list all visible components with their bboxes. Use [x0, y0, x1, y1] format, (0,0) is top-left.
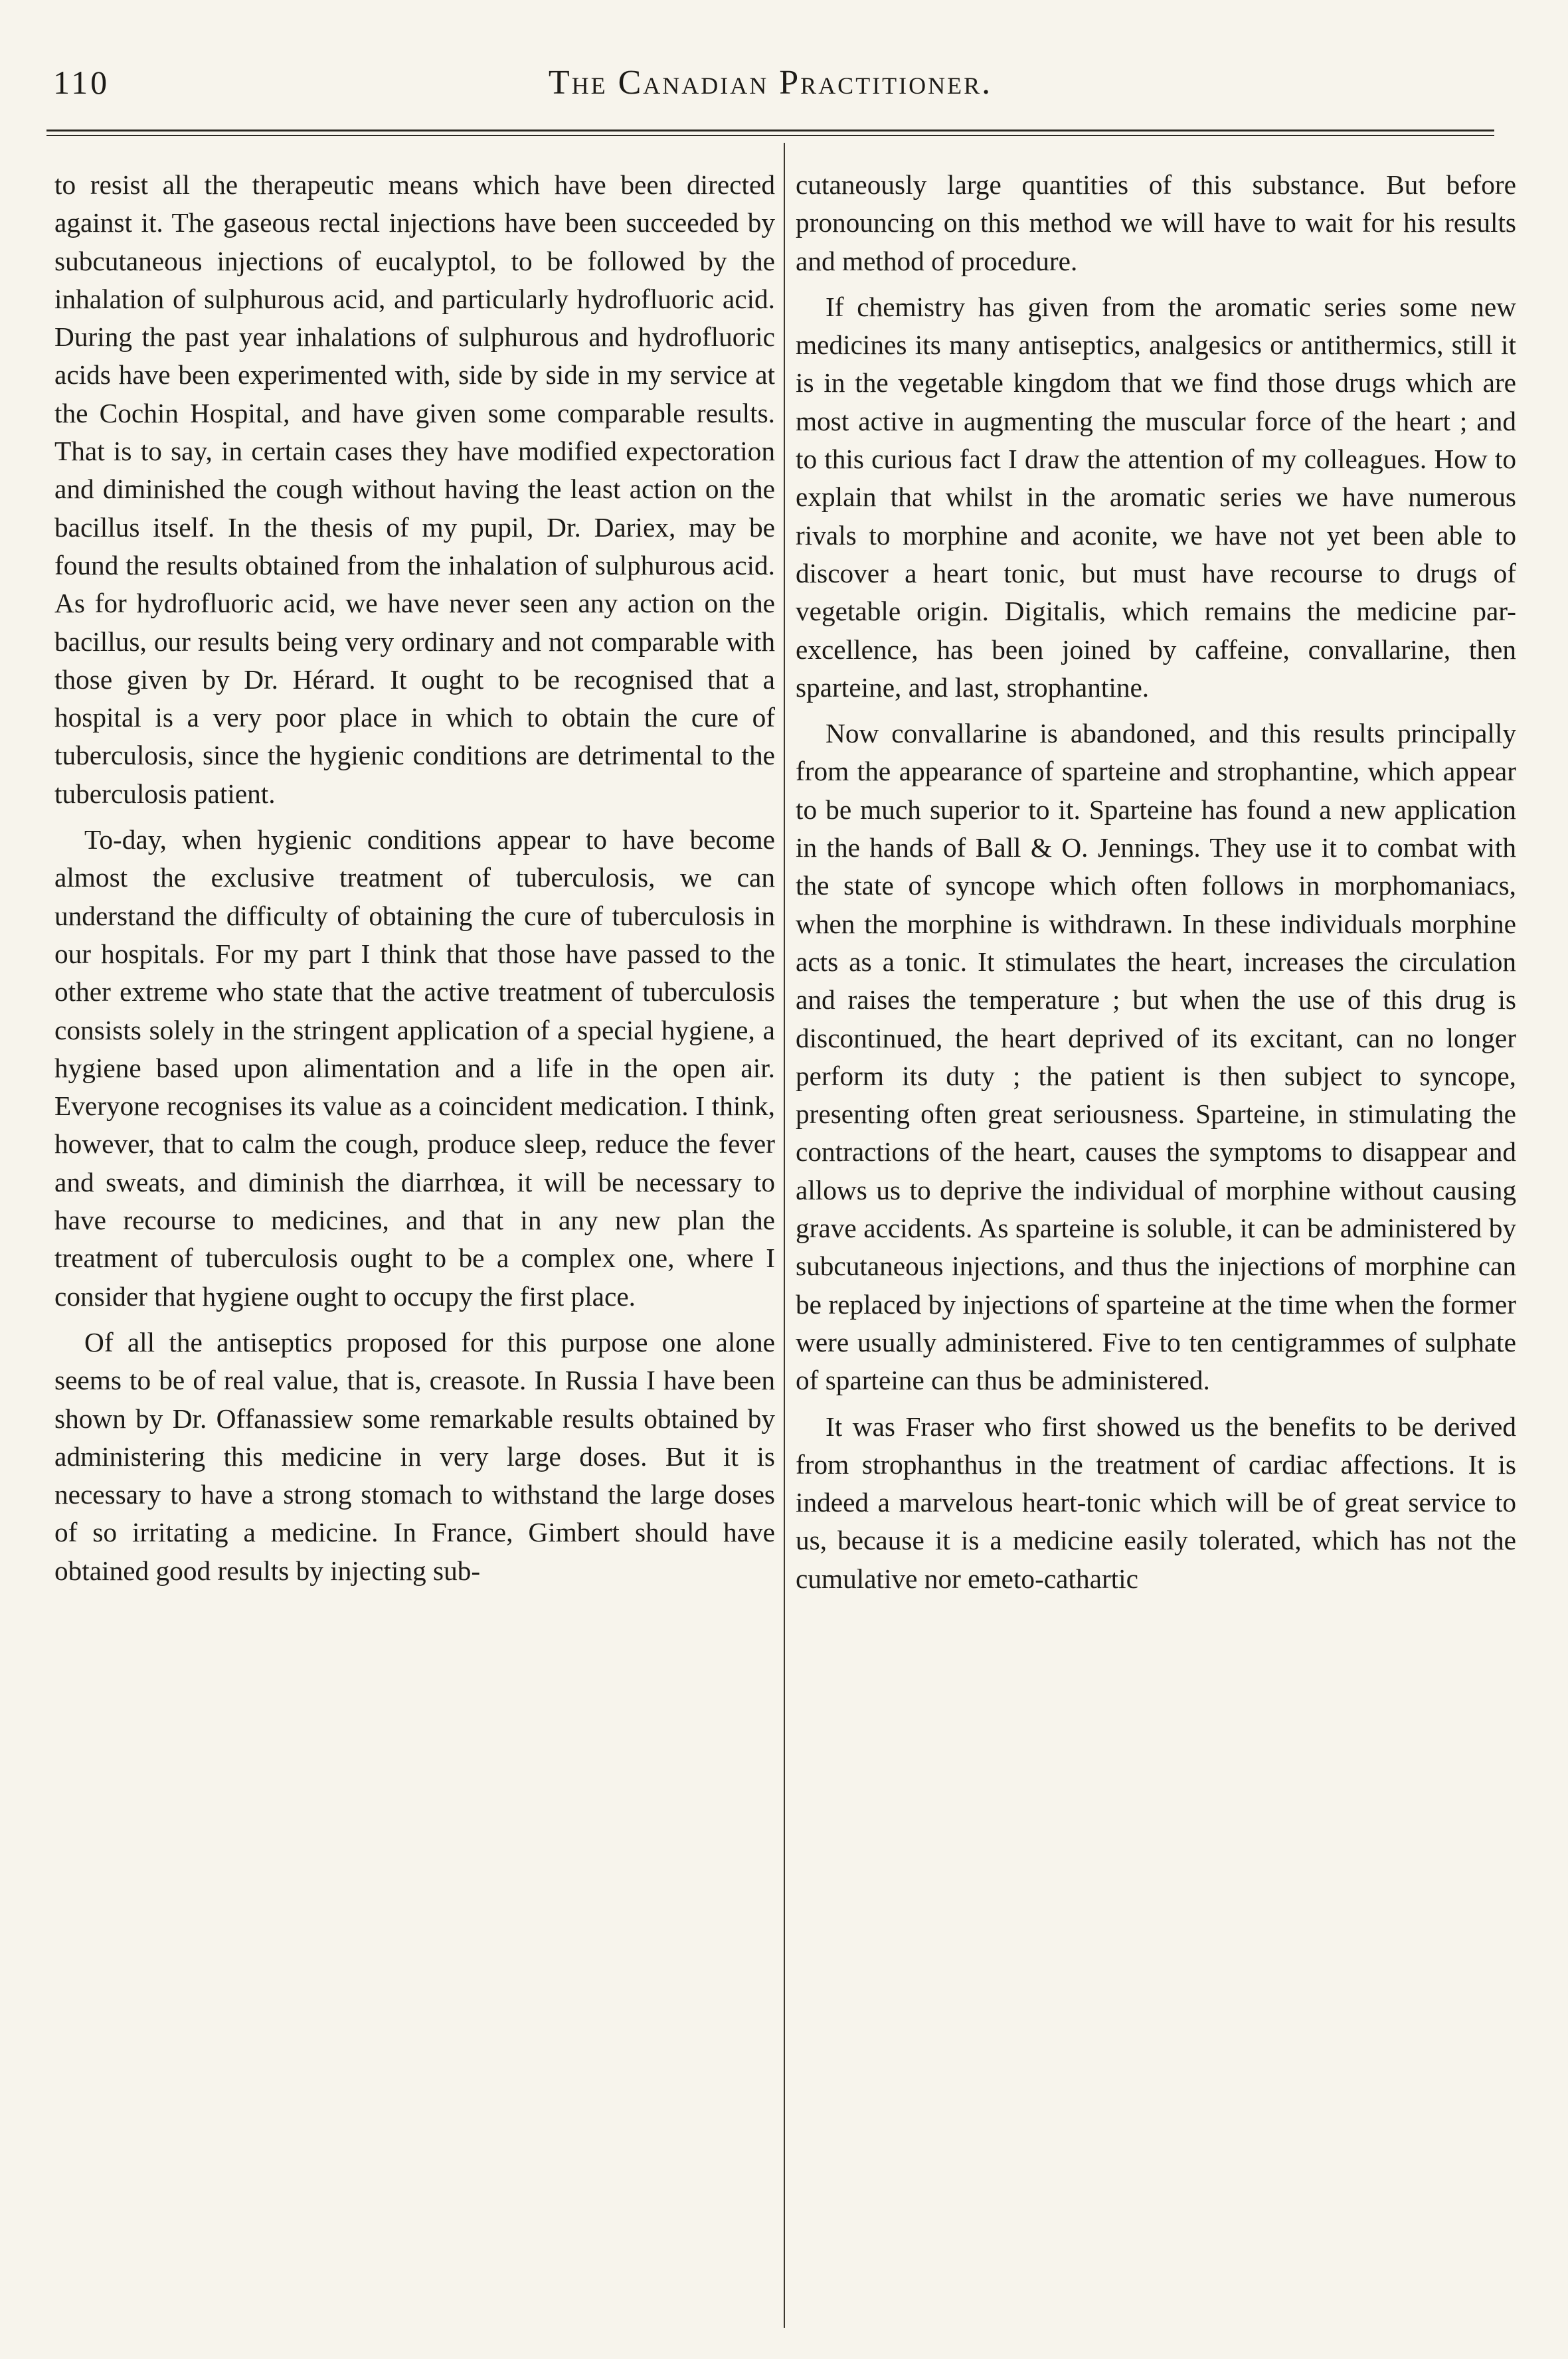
- right-column: [796, 166, 1516, 1598]
- paragraph: Of all the antiseptics proposed for this purpose one alone seems to be of real value, that is, creasote. In Russia I have been shown by Dr. Offanassiew some remarkable results obtained by administering this medicine in very large doses. But it is necessary to have a strong stomach to withstand the large doses of so irritating a medicine. In France, Gimbert should have obtained good results by injecting sub-: [54, 1326, 775, 1586]
- journal-title: The Canadian Practitioner.: [548, 64, 993, 102]
- header-rule: [46, 130, 1494, 131]
- paragraph: Now convallarine is abandoned, and this results principally from the appearance of sparteine and strophantine, which appear to be much superior to it. Sparteine has found a new application in the hands of Ball & O. Jennings. They use it to combat with the state of syncope which often follows in morphomaniacs, when the morphine is withdrawn. In these individuals morphine acts as a tonic. It stimulates the heart, increases the circulation and raises the temperature ; but when the use of this drug is discontinued, the heart deprived of its excitant, can no longer perform its duty ; the patient is then subject to syncope, presenting often great seriousness. Sparteine, in stimulating the contractions of the heart, causes the symptoms to disappear and allows us to deprive the individual of morphine without causing grave accidents. As sparteine is soluble, it can be administered by subcutaneous injections, and thus the injections of morphine can be replaced by injections of sparteine at the time when the former were usually administered. Five to ten centigrammes of sulphate of sparteine can thus be administered.: [796, 718, 1516, 1396]
- paragraph: To-day, when hygienic conditions appear to have become almost the exclusive treatment of tuberculosis, we can understand the difficulty of obtaining the cure of tuberculosis in our hospitals. For my part I think that those have passed to the other extreme who state that the active treatment of tuberculosis consists solely in the stringent application of a special hygiene, a hygiene based upon alimentation and a life in the open air. Everyone recognises its value as a coincident medication. I think, however, that to calm the cough, produce sleep, reduce the fever and sweats, and diminish the diarrhœa, it will be necessary to have recourse to medicines, and that in any new plan the treatment of tuberculosis ought to be a complex one, where I consider that hygiene ought to occupy the first place.: [54, 824, 775, 1312]
- paragraph: It was Fraser who first showed us the benefits to be derived from strophanthus in the treatment of cardiac affections. It is indeed a marvelous heart-tonic which will be of great service to us, because it is a medicine easily tolerated, which has not the cumulative nor emeto-cathartic: [796, 1411, 1516, 1594]
- page-number: 110: [53, 64, 110, 101]
- paragraph: If chemistry has given from the aromatic series some new medicines its many antiseptics, analgesics or antithermics, still it is in the vegetable kingdom that we find those drugs which are most active in augmenting the muscular force of the heart ; and to this curious fact I draw the attention of my colleagues. How to explain that whilst in the aromatic series we have numerous rivals to morphine and aconite, we have not yet been able to discover a heart tonic, but must have recourse to drugs of vegetable origin. Digitalis, which remains the medicine par-excellence, has been joined by caffeine, convallarine, then sparteine, and last, strophantine.: [796, 291, 1516, 703]
- left-column: [54, 166, 775, 1590]
- paragraph: cutaneously large quantities of this substance. But before pronouncing on this method we will have to wait for his results and method of procedure.: [796, 169, 1516, 276]
- header-rule-thin: [46, 135, 1494, 136]
- running-head: [46, 63, 1494, 110]
- paragraph: to resist all the therapeutic means which have been directed against it. The gaseous rectal injections have been succeeded by subcutaneous injections of eucalyptol, to be followed by the inhalation of sulphurous acid, and particularly hydrofluoric acid. During the past year inhalations of sulphurous and hydrofluoric acids have been experimented with, side by side in my service at the Cochin Hospital, and have given some comparable results. That is to say, in certain cases they have modified expectoration and diminished the cough without having the least action on the bacillus itself. In the thesis of my pupil, Dr. Dariex, may be found the results obtained from the inhalation of sulphurous acid. As for hydrofluoric acid, we have never seen any action on the bacillus, our results being very ordinary and not comparable with those given by Dr. Hérard. It ought to be recognised that a hospital is a very poor place in which to obtain the cure of tuberculosis, since the hygienic conditions are detrimental to the tuberculosis patient.: [54, 169, 775, 809]
- column-divider: [784, 143, 785, 2328]
